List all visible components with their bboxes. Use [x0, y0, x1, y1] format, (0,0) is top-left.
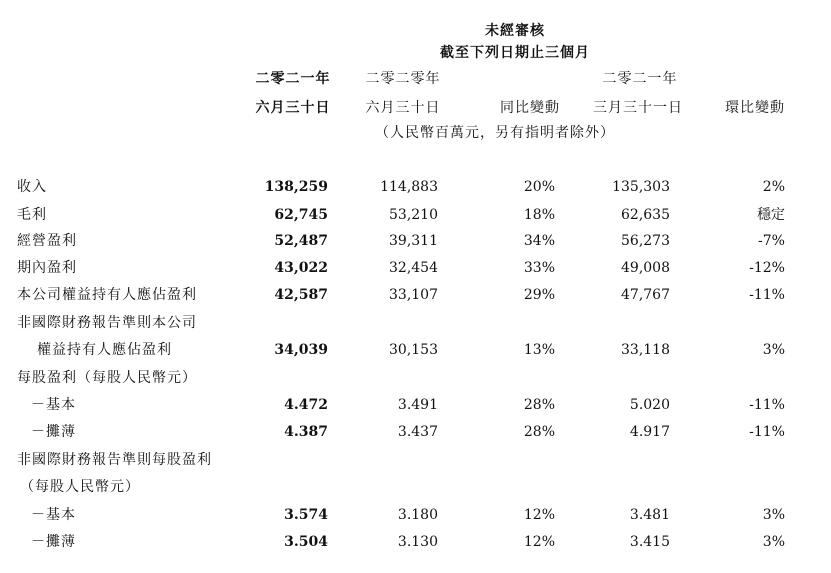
- unaudited-heading: 未經審核: [485, 23, 545, 39]
- current-value: 138,259: [264, 179, 328, 195]
- qoq-change: 3%: [762, 342, 785, 358]
- row-label: （每股人民幣元）: [20, 479, 140, 495]
- current-value: 52,487: [274, 233, 328, 249]
- prior-quarter-value: 3.481: [629, 507, 670, 523]
- row-label: 經營盈利: [17, 233, 77, 249]
- qoq-change: -7%: [758, 233, 785, 249]
- current-value: 3.574: [284, 507, 328, 523]
- prior-year-value: 32,454: [389, 260, 438, 276]
- row-label: －基本: [31, 507, 76, 523]
- current-value: 62,745: [274, 207, 328, 223]
- current-value: 4.472: [284, 397, 328, 413]
- col-prior-date: 六月三十日: [365, 100, 441, 116]
- col-yoy: 同比變動: [500, 100, 560, 116]
- qoq-change: 穩定: [757, 207, 785, 223]
- yoy-change: 12%: [523, 534, 555, 550]
- unit-note: （人民幣百萬元，另有指明者除外）: [375, 125, 615, 141]
- qoq-change: 2%: [762, 179, 785, 195]
- qoq-change: -11%: [749, 287, 785, 303]
- row-label: 本公司權益持有人應佔盈利: [17, 287, 197, 303]
- prior-year-value: 3.180: [397, 507, 438, 523]
- yoy-change: 28%: [523, 424, 555, 440]
- prior-quarter-value: 5.020: [629, 397, 670, 413]
- row-label: 毛利: [17, 207, 47, 223]
- yoy-change: 33%: [523, 260, 555, 276]
- current-value: 3.504: [284, 534, 328, 550]
- col-current-year: 二零二一年: [255, 71, 331, 87]
- current-value: 42,587: [274, 287, 328, 303]
- row-label: 每股盈利（每股人民幣元）: [17, 370, 197, 386]
- yoy-change: 18%: [523, 207, 555, 223]
- prior-year-value: 53,210: [389, 207, 438, 223]
- yoy-change: 28%: [523, 397, 555, 413]
- qoq-change: 3%: [762, 534, 785, 550]
- row-label: 權益持有人應佔盈利: [37, 342, 172, 358]
- prior-year-value: 30,153: [389, 342, 438, 358]
- col-current-date: 六月三十日: [255, 100, 331, 116]
- qoq-change: 3%: [762, 507, 785, 523]
- prior-quarter-value: 4.917: [629, 424, 670, 440]
- prior-year-value: 3.491: [397, 397, 438, 413]
- current-value: 4.387: [284, 424, 328, 440]
- col-prevq-date: 三月三十一日: [593, 100, 683, 116]
- col-prior-year: 二零二零年: [365, 71, 441, 87]
- yoy-change: 12%: [523, 507, 555, 523]
- prior-quarter-value: 62,635: [621, 207, 670, 223]
- row-label: －攤薄: [31, 424, 76, 440]
- row-label: －攤薄: [31, 534, 76, 550]
- period-heading: 截至下列日期止三個月: [440, 45, 590, 61]
- prior-year-value: 114,883: [380, 179, 438, 195]
- row-label: －基本: [31, 397, 76, 413]
- prior-year-value: 33,107: [389, 287, 438, 303]
- prior-quarter-value: 33,118: [621, 342, 670, 358]
- yoy-change: 20%: [523, 179, 555, 195]
- qoq-change: -12%: [749, 260, 785, 276]
- prior-quarter-value: 56,273: [621, 233, 670, 249]
- row-label: 收入: [17, 179, 47, 195]
- qoq-change: -11%: [749, 397, 785, 413]
- current-value: 34,039: [274, 342, 328, 358]
- row-label: 期內盈利: [17, 260, 77, 276]
- prior-year-value: 3.437: [397, 424, 438, 440]
- prior-quarter-value: 49,008: [621, 260, 670, 276]
- yoy-change: 13%: [523, 342, 555, 358]
- prior-quarter-value: 3.415: [629, 534, 670, 550]
- prior-year-value: 3.130: [397, 534, 438, 550]
- yoy-change: 34%: [523, 233, 555, 249]
- col-qoq: 環比變動: [725, 100, 785, 116]
- current-value: 43,022: [274, 260, 328, 276]
- row-label: 非國際財務報告準則每股盈利: [17, 452, 212, 468]
- prior-quarter-value: 135,303: [612, 179, 670, 195]
- prior-year-value: 39,311: [389, 233, 438, 249]
- qoq-change: -11%: [749, 424, 785, 440]
- col-prevq-year: 二零二一年: [602, 71, 678, 87]
- yoy-change: 29%: [523, 287, 555, 303]
- row-label: 非國際財務報告準則本公司: [17, 315, 197, 331]
- prior-quarter-value: 47,767: [621, 287, 670, 303]
